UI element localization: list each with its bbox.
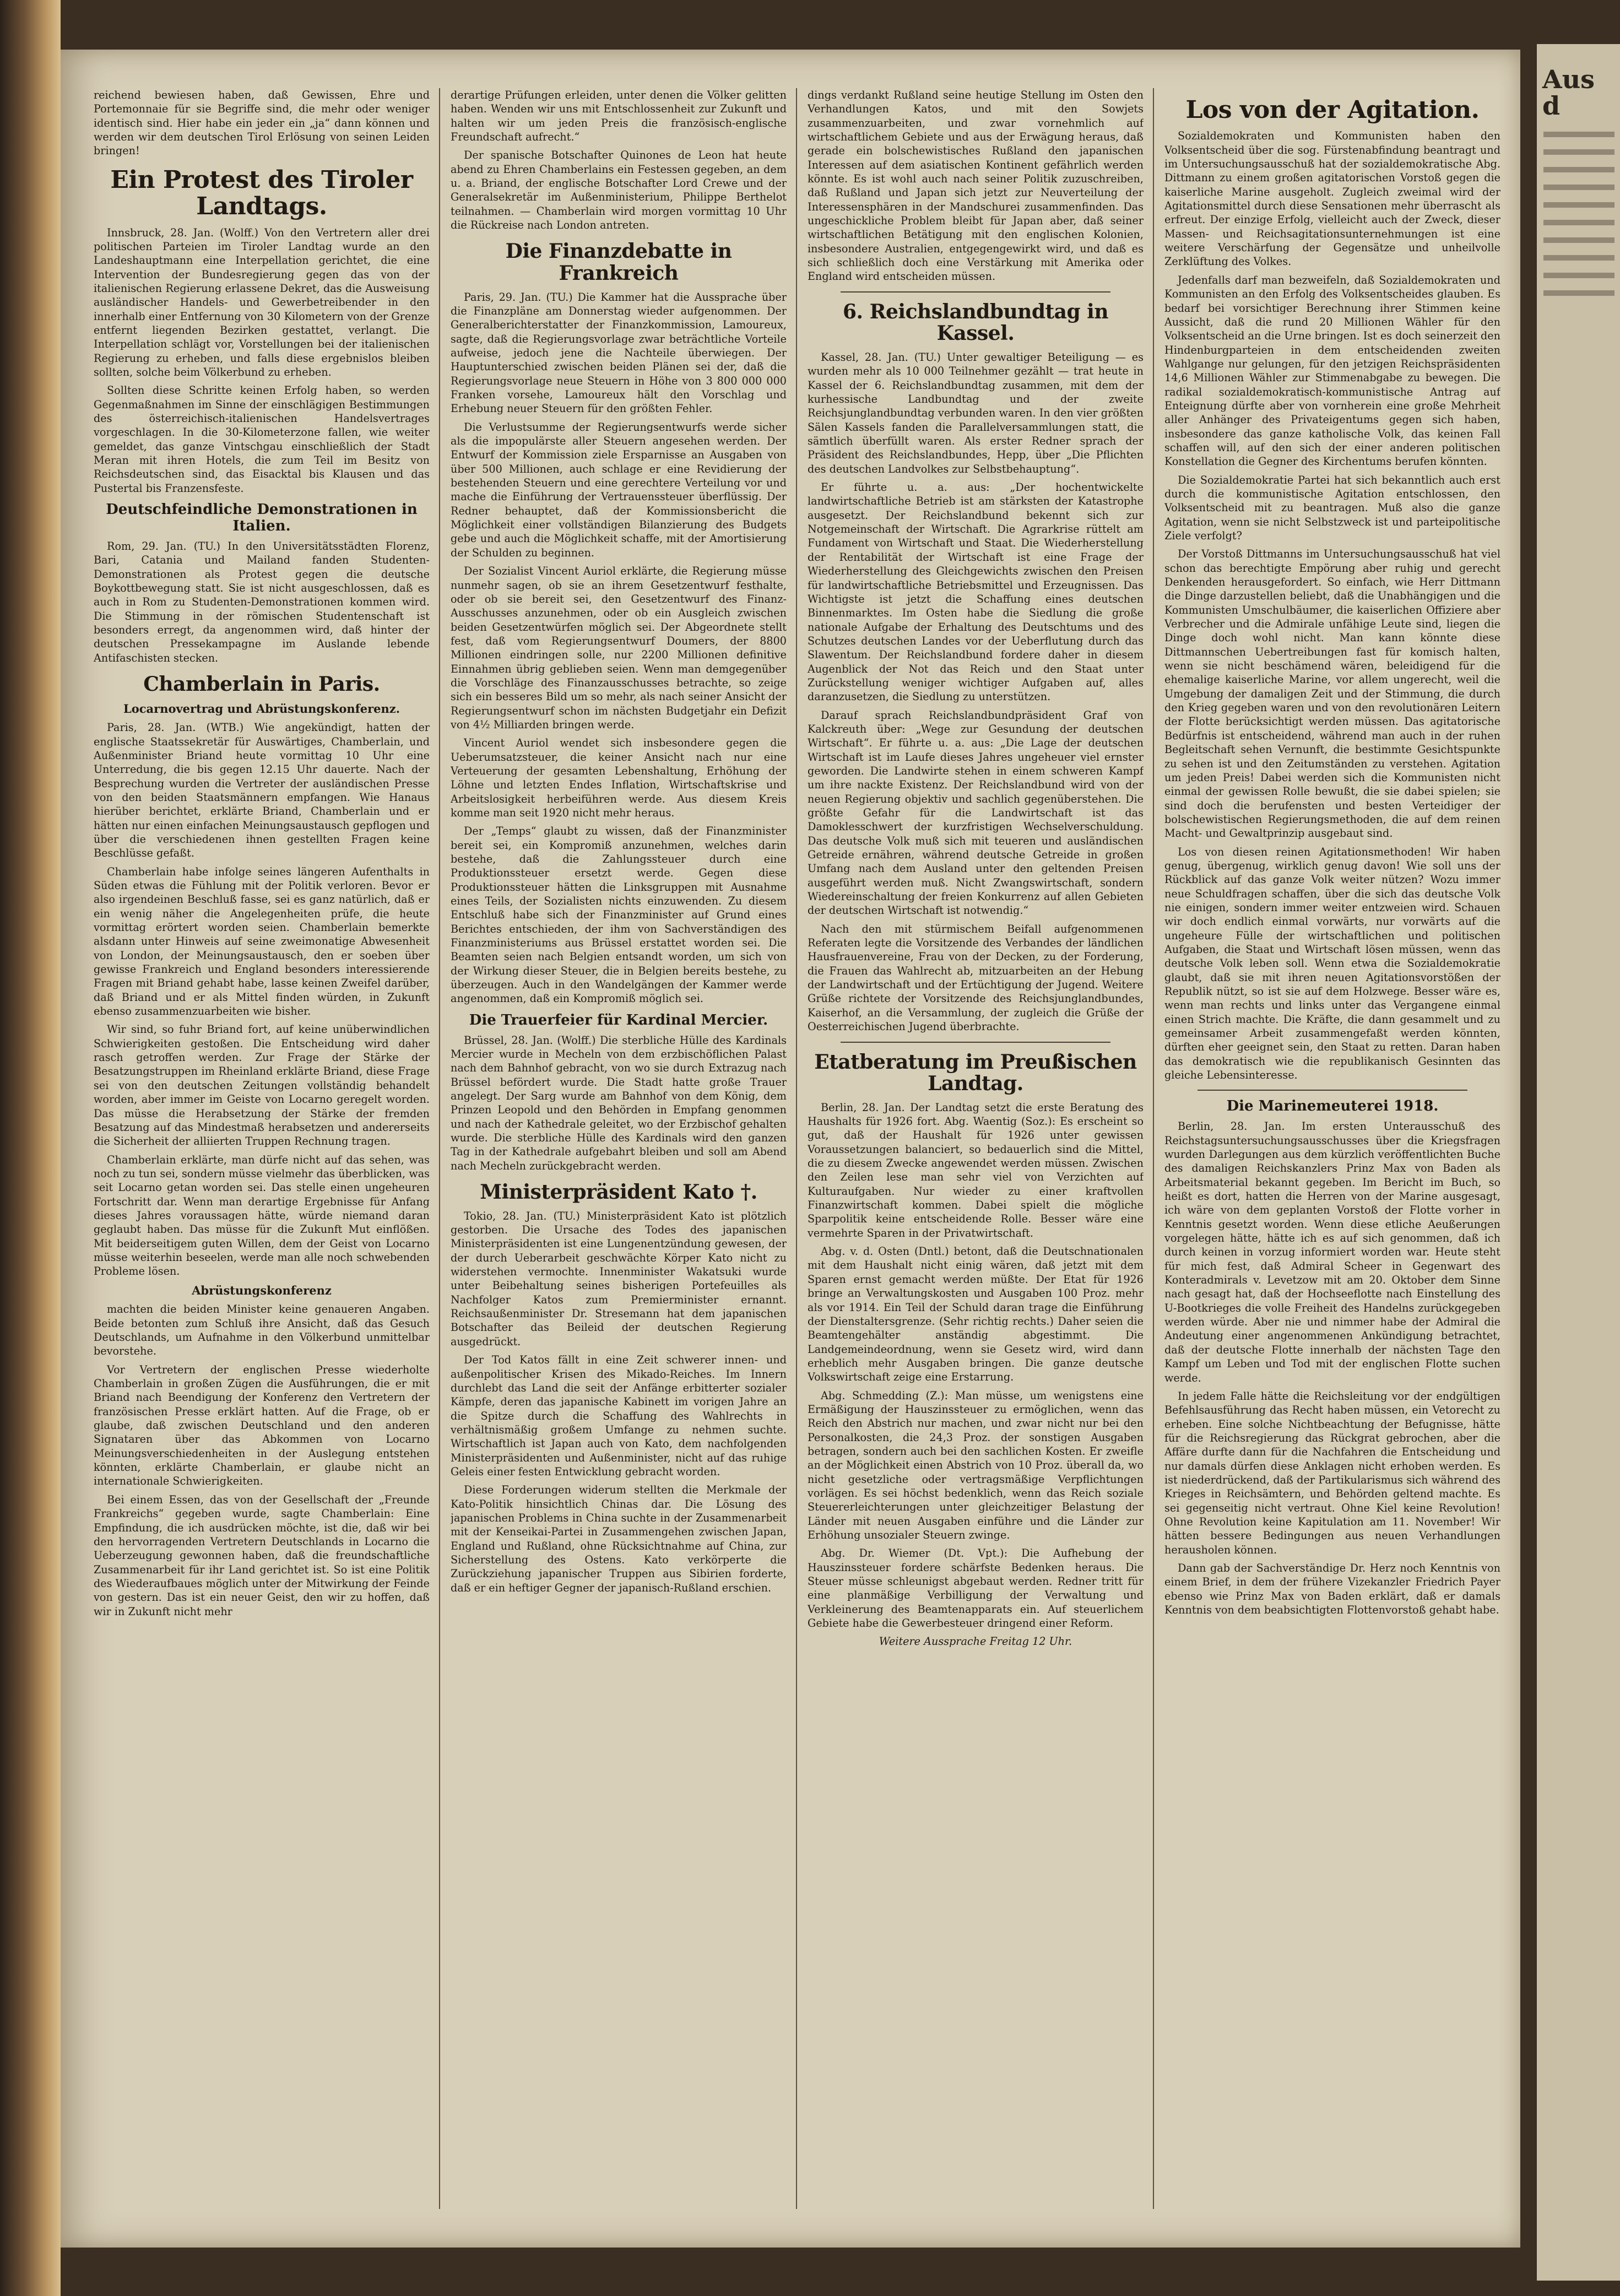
subheadline: Locarnovertrag und Abrüstungskonferenz.: [123, 701, 400, 716]
adjacent-page-headline: Aus d: [1542, 64, 1595, 121]
article-text: Sollten diese Schritte keinen Erfolg haben, so werden Gegenmaßnahmen im Sinne der einschlägigen Bestimmungen des österreichisch-italienischen Handelsvertrages vorgeschlagen. In die 30-Kilometerzone fallen, wie weiter gemeldet, das ganze Vintschgau einschließlich der Stadt Meran mit ihren Hotels, die zum Teil im Besitz von Reichsdeutschen sind, das Eisacktal bis Klausen und das Pustertal bis Franzensfeste.: [94, 384, 430, 495]
article-text: Der „Temps“ glaubt zu wissen, daß der Finanzminister bereit sei, ein Kompromiß anzunehmen, welches darin bestehe, daß die Zahlungssteuer durch eine Produktionssteuer ersetzt werde. Gegen diese Produktionssteuer hätten die Linksgruppen mit Ausnahme eines Teils, der Sozialisten nichts einzuwenden. Zu diesem Entschluß habe sich der Finanzminister auf Grund eines Berichtes entschieden, der ihm von Sachverständigen des Finanzministeriums aus Brüssel erstattet worden sei. Die Beamten seien nach Belgien entsandt worden, um sich von der Wirkung dieser Steuer, die in Belgien bereits bestehe, zu überzeugen. Auch in den Wandelgängen der Kammer werde angenommen, daß ein Kompromiß möglich sei.: [451, 825, 787, 1005]
headline-etatberatung-landtag: Etatberatung im Preußischen Landtag.: [814, 1050, 1137, 1096]
article-text: Der Vorstoß Dittmanns im Untersuchungsausschuß hat viel schon das berechtigte Empörung aber ruhig und gerecht Denkenden herausgefordert. So einfach, wie Herr Dittmann die Dinge darzustellen beliebt, daß die Unabhängigen und die Kommunisten Umschulbäumer, die kaiserlichen Offiziere aber Verbrecher und die Admirale unfähige Leute sind, liegen die Dinge doch wohl nicht. Man kann könnte diese Dittmannschen Uebertreibungen fast für komisch halten, wenn sie nicht beschämend wären, beleidigend für die ehemalige kaiserliche Marine, vor allem ungerecht, weil die Umgebung der damaligen Zeit und der Stimmung, die durch den Krieg gegeben waren und von den revolutionären Leitern der Flotte berücksichtigt werden müssen. Das agitatorische Bedürfnis ist entscheidend, während man auch in der ruhen Begleitschaft sehen Vernunft, die bestimmte Gesichtspunkte zu sehen ist und den Zeitumständen zu verstehen. Agitation um jeden Preis! Dabei werden sich die Kommunisten nicht einmal der gewissen Rolle bewußt, die sie dabei spielen; sie sind doch die berufensten und besten Verteidiger der bolschewistischen Regierungsmethoden, die auf dem reinen Macht- und Gewaltprinzip ausgebaut sind.: [1164, 548, 1500, 840]
article-text: Wir sind, so fuhr Briand fort, auf keine unüberwindlichen Schwierigkeiten gestoßen. Die Entscheidung wird daher rasch getroffen werden. Zur Frage der Stärke der Besatzungstruppen im Rheinland erklärte Briand, diese Frage sei von den deutschen Zeitungen vollständig behandelt worden, aber immer im Geiste von Locarno geregelt worden. Das müsse die Herabsetzung der Stärke der fremden Besatzung auf das Mindestmaß herabsetzen und andererseits die Sicherheit der alliierten Truppen Rechnung tragen.: [94, 1023, 430, 1148]
article-text: Jedenfalls darf man bezweifeln, daß Sozialdemokraten und Kommunisten an den Erfolg des Volksentscheides glauben. Es bedarf bei vorsichtiger Berechnung ihrer Stimmen keine Aussicht, daß die rund 20 Millionen Wähler für den Volksentscheid an die Urne bringen. Ist es doch seinerzeit den Hindenburgparteien in dem entscheidenden zweiten Wahlgange nur gelungen, für den jetzigen Reichspräsidenten 14,6 Millionen Wähler zur Stimmenabgabe zu bewegen. Die radikal sozialdemokratisch-kommunistische Antrag auf Enteignung dürfte aber von vornherein eine große Mehrheit aller Anhänger des Privateigentums gegen sich haben, insbesondere das ganze katholische Volk, das keinen Fall schaffen will, auf den sich der einer anderen politischen Konstellation die Gegner des Kirchentums berufen könnten.: [1164, 273, 1500, 468]
divider: [841, 1042, 1110, 1043]
article-text: derartige Prüfungen erleiden, unter denen die Völker gelitten haben. Wenden wir uns mit Entschlossenheit zur Zukunft und halten wir um jeden Preis die französisch-englische Freundschaft aufrecht.“: [451, 89, 787, 144]
column-2: [451, 88, 787, 2209]
article-text: Innsbruck, 28. Jan. (Wolff.) Von den Vertretern aller drei politischen Parteien im Tiroler Landtag wurde an den Landeshauptmann eine Interpellation gerichtet, die eine Intervention der Bundesregierung gegen das von der italienischen Regierung erlassene Dekret, das die Ausweisung ausländischer Handels- und Gewerbetreibender in den innerhalb einer Entfernung von 30 Kilometern von der Grenze entfernt liegenden Bezirken gestattet, verlangt. Die Interpellation schlägt vor, Vorstellungen bei der italienischen Regierung zu erheben, und falls diese ergebnislos bleiben sollten, solche beim Völkerbund zu erheben.: [94, 226, 430, 378]
article-text: Die Sozialdemokratie Partei hat sich bekanntlich auch erst durch die kommunistische Agitation entschlossen, den Volksentscheid mit zu beantragen. Muß also die ganze Agitation, wenn sie nicht Selbstzweck ist und parteipolitische Ziele verfolgt?: [1164, 473, 1500, 543]
headline-finanzdebatte-frankreich: Die Finanzdebatte in Frankreich: [505, 240, 732, 285]
headline-ministerpraesident-kato: Ministerpräsident Kato †.: [480, 1181, 757, 1204]
article-text: Dann gab der Sachverständige Dr. Herz noch Kenntnis von einem Brief, in dem der frühere Vizekanzler Friedrich Payer ebenso wie Prinz Max von Baden erklärt, daß er damals Kenntnis von dem beabsichtigten Flottenvorstoß gehabt habe.: [1164, 1561, 1500, 1616]
column-rule: [796, 88, 797, 2209]
article-text: Abg. v. d. Osten (Dntl.) betont, daß die Deutschnationalen mit dem Haushalt nicht einig wären, daß jetzt mit dem Sparen ernst gemacht werden müßte. Der Etat für 1926 bringe an Verwaltungskosten und Ausgaben 100 Proz. mehr als vor 1914. Ein Teil der Schuld daran trage die Einführung der Dienstaltersgrenze. (Sehr richtig rechts.) Daher seien die Beamtengehälter anständig abgestimmt. Die Landgemeindeordnung, wenn sie Gesetz wird, wird dann erheblich mehr Ausgaben bringen. Die ganze deutsche Volkswirtschaft zeige eine Erstarrung.: [808, 1245, 1144, 1384]
book-spine-edge: [0, 0, 61, 2296]
column-rule: [439, 88, 440, 2209]
article-text: Berlin, 28. Jan. Im ersten Unterausschuß des Reichstagsuntersuchungsausschusses über die Kriegsfragen wurden Darlegungen aus dem kürzlich veröffentlichten Buche des damaligen Reichskanzlers Prinz Max von Baden als Arbeitsmaterial bekannt gegeben. Im Bericht im Buch, so heißt es dort, hatten die Herren von der Marine ausgesagt, ich wäre von dem geplanten Vorstoß der Flotte vorher in Kenntnis gesetzt worden. Wenn diese etliche Aeußerungen vorgelegen hätte, hätte ich es auf sich genommen, daß ich durch keinen in vorzug informiert worden war. Heute steht für mich fest, daß Admiral Scheer in Gegenwart des Konteradmirals v. Levetzow mit am 20. Oktober dem Sinne nach gesagt hat, daß der Hochseeflotte nach Einstellung des U-Bootkrieges die volle Freiheit des Handelns zurückgegeben werden würde. Aber nie und nimmer habe der Admiral die Andeutung einer angenommenen Ankündigung betrachtet, daß der deutsche Flotte innerhalb der nächsten Tage den Kampf um Leben und Tod mit der englischen Flotte suchen werde.: [1164, 1120, 1500, 1384]
divider: [1198, 1090, 1467, 1091]
article-text: In jedem Falle hätte die Reichsleitung vor der endgültigen Befehlsausführung das Recht haben müssen, ein Vetorecht zu erheben. Eine solche Nichtbeachtung der Befugnisse, hätte für die Reichsregierung das Rückgrat gebrochen, aber die Affäre durfte dann für die Nachfahren die Entscheidung und nur damals dürfen diese Anklagen nicht erhoben werden. Es ist niederdrückend, daß der Partikularismus sich während des Krieges in Reichsämtern, und Behörden geltend machte. Es sei gegenseitig nicht vertraut. Ohne Kiel keine Revolution! Ohne Revolution keine Kapitulation am 11. November! Wir hätten bessere Bedingungen aus neuen Verhandlungen herausholen können.: [1164, 1389, 1500, 1556]
article-text: machten die beiden Minister keine genaueren Angaben. Beide betonten zum Schluß ihre Ansicht, daß das Gesuch Deutschlands, um Aufnahme in den Völkerbund unmittelbar bevorstehe.: [94, 1303, 430, 1358]
article-text: Bei einem Essen, das von der Gesellschaft der „Freunde Frankreichs“ gegeben wurde, sagte Chamberlain: Eine Empfindung, die ich ausdrücken möchte, ist die, daß wir bei den hervorragenden Vertretern Deutschlands in Locarno die Ueberzeugung gewonnen haben, daß die freundschaftliche Zusammenarbeit für ihr Land gerichtet ist. So ist eine Politik des Wiederaufbaues möglich unter der Mitwirkung der Feinde von gestern. Das ist ein neuer Geist, den wir zu hoffen, daß wir in Zukunft nicht mehr: [94, 1493, 430, 1618]
divider: [841, 291, 1110, 293]
article-text: Abg. Dr. Wiemer (Dt. Vpt.): Die Aufhebung der Hauszinssteuer fordere schärfste Bedenken heraus. Die Steuer müsse schleunigst abgebaut werden. Redner tritt für eine planmäßige Verbilligung der Verwaltung und Verkleinerung des Beamtenapparats ein. Auf steuerlichem Gebiete habe die Gewerbesteuer dringend einer Reform.: [808, 1547, 1144, 1630]
article-text: Vincent Auriol wendet sich insbesondere gegen die Ueberumsatzsteuer, die keiner Ansicht nach nur eine Verteuerung der gesamten Lebenshaltung, Erhöhung der Löhne und letzten Endes Inflation, Wirtschaftskrise und Arbeitslosigkeit herbeiführen werde. Aus diesem Kreis komme man seit 1920 nicht mehr heraus.: [451, 737, 787, 819]
column-4: [1164, 88, 1500, 2209]
column-3: [808, 88, 1144, 2209]
headline-los-von-der-agitation: Los von der Agitation.: [1185, 96, 1480, 124]
headline-marinemeuterei: Die Marinemeuterei 1918.: [1226, 1098, 1439, 1115]
article-text: Die Verlustsumme der Regierungsentwurfs werde sicher als die impopulärste aller Steuern angesehen werden. Der Entwurf der Kommission ziele Ersparnisse an Ausgaben von über 500 Millionen, auch schlage er eine Revidierung der bestehenden Steuern und eine gerechtere Verteilung vor und mache die Einführung der Vertrauenssteuer überflüssig. Der Redner behauptet, daß der Kommissionsbericht die Möglichkeit einer vollständigen Bilanzierung des Budgets gebe und auch die Möglichkeit schaffe, mit der Amortisierung der Schulden zu beginnen.: [451, 420, 787, 559]
article-text: Vor Vertretern der englischen Presse wiederholte Chamberlain in großen Zügen die Ausführungen, die er mit Briand nach Beendigung der Konferenz den Vertretern der französischen Presse erklärt hatten. Auf die Frage, ob er glaube, daß zwischen Deutschland und den anderen Signataren über das Abkommen von Locarno Meinungsverschiedenheiten in der Auslegung entstehen könnten, erklärte Chamberlain, er glaube nicht an internationale Schwierigkeiten.: [94, 1363, 430, 1488]
article-text: Der spanische Botschafter Quinones de Leon hat heute abend zu Ehren Chamberlains ein Festessen gegeben, an dem u. a. Briand, der englische Botschafter Lord Crewe und der Generalsekretär im Außenministerium, Philippe Berthelot teilnahmen. — Chamberlain wird morgen vormittag 10 Uhr die Rückreise nach London antreten.: [451, 149, 787, 232]
article-text: Darauf sprach Reichslandbundpräsident Graf von Kalckreuth über: „Wege zur Gesundung der deutschen Wirtschaft“. Er führte u. a. aus: „Die Lage der deutschen Wirtschaft ist im Laufe dieses Jahres ungeheuer viel ernster geworden. Die Landwirte stehen in einem schweren Kampf um ihre nackte Existenz. Der Reichslandbund wird von der neuen Regierung objektiv und sachlich gegenüberstehen. Die größte Gefahr für die Landwirtschaft ist das Damoklesschwert der kurzfristigen Wechselverschuldung. Das deutsche Volk muß sich mit teueren und ausländischen Getreide ernähren, während deutsche Getreide in großen Umfang nach dem Ausland unter den geltenden Preisen ausgeführt werden muß. Nicht Zwangswirtschaft, sondern Wiedereinschaltung der freien Konkurrenz auf allen Gebieten der deutschen Wirtschaft ist notwendig.“: [808, 708, 1144, 917]
article-text: Paris, 29. Jan. (TU.) Die Kammer hat die Aussprache über die Finanzpläne am Donnerstag wieder aufgenommen. Der Generalberichterstatter der Finanzkommission, Lamoureux, sagte, daß die Regierungsvorlage zwar beträchtliche Vorteile aufweise, jedoch jene die Nachteile überwiegen. Der Hauptunterschied zwischen beiden Plänen sei der, daß die Regierungsvorlage neue Steuern in Höhe von 3 800 000 000 Franken vorsehe, Lamoureux hält den Vorschlag und Erhebung neuer Steuern für den größten Fehler.: [451, 290, 787, 415]
article-text: Tokio, 28. Jan. (TU.) Ministerpräsident Kato ist plötzlich gestorben. Die Ursache des Todes des japanischen Ministerpräsidenten ist eine Lungenentzündung gewesen, der der durch Ueberarbeit geschwächte Körper Kato nicht zu widerstehen vermochte. Innenminister Wakatsuki wurde unter Beibehaltung seines bisherigen Portefeuilles als Nachfolger Katos zum Premierminister ernannt. Reichsaußenminister Dr. Stresemann hat dem japanischen Botschafter das Beileid der deutschen Regierung ausgedrückt.: [451, 1209, 787, 1348]
article-text: Sozialdemokraten und Kommunisten haben den Volksentscheid über die sog. Fürstenabfindung beantragt und im Untersuchungsausschuß hat der sozialdemokratische Abg. Dittmann zu einem großen agitatorischen Vorstoß gegen die kaiserliche Marine ausgeholt. Zugleich zweimal wird der Agitationsmittel durch diese Sensationen mehr überrascht als erfreut. Der einzige Erfolg, vielleicht auch der Zweck, dieser Massen- und Reichsagitationsunternehmungen ist eine weitere Verschärfung der Gegensätze und unheilvolle Zerklüftung des Volkes.: [1164, 129, 1500, 268]
article-text: Berlin, 28. Jan. Der Landtag setzt die erste Beratung des Haushalts für 1926 fort. Abg. Waentig (Soz.): Es erscheint so gut, daß der Haushalt für 1926 unter gewissen Voraussetzungen balanciert, so bedauerlich sind die Mittel, die zu diesem Zwecke angewendet werden müssen. Zwischen den Zeilen lese man sehr viel von Verzichten auf Kulturaufgaben. Nur wieder zu einer kraftvollen Finanzwirtschaft kommen. Dabei spielt die mögliche Sparpolitik keine entscheidende Rolle. Besser wäre eine vermehrte Sparen in der Privatwirtschaft.: [808, 1101, 1144, 1239]
article-text: reichend bewiesen haben, daß Gewissen, Ehre und Portemonnaie für sie Begriffe sind, die mehr oder weniger identisch sind. Hier habe ein jeder ein „ja“ dann können und werden wir dem deutschen Tirol Erlösung von seinen Leiden bringen!: [94, 89, 430, 158]
article-text: Nach den mit stürmischem Beifall aufgenommenen Referaten legte die Vorsitzende des Verbandes der ländlichen Hausfrauenvereine, Frau von der Decken, zu der Forderung, die Frauen das Wahlrecht ab, mitzuarbeiten an der Hebung der Landwirtschaft und der Ertüchtigung der Jugend. Weitere Grüße richtete der Vorsitzende des Reichsjunglandbundes, Kaiserhof, an die Versammlung, der zugleich die Grüße der Oesterreichischen Jugend überbrachte.: [808, 922, 1144, 1033]
headline-demonstrationen-italien: Deutschfeindliche Demonstrationen in Italien.: [106, 501, 418, 534]
article-text: Chamberlain erklärte, man dürfe nicht auf das sehen, was noch zu tun sei, sondern müsse vielmehr das überblicken, was seit Locarno getan worden sei. Das stelle einen ungeheuren Fortschritt dar. Wenn man derartige Ergebnisse für Anfang dieses Jahres voraussagen hätte, würde niemand daran geglaubt haben. Das müsse für die Zukunft Mut einflößen. Mit beiderseitigem guten Willen, dem der Geist von Locarno müsse weiterhin beseelen, werde man alle noch schwebenden Probleme lösen.: [94, 1153, 430, 1278]
subheadline: Abrüstungskonferenz: [192, 1283, 332, 1297]
adjacent-page-fragment: [1537, 44, 1620, 2281]
headline-reichslandbundtag: 6. Reichslandbundtag in Kassel.: [842, 300, 1109, 345]
article-text: Diese Forderungen widerum stellten die Merkmale der Kato-Politik hinsichtlich Chinas dar. Die Lösung des japanischen Problems in China suchte in der Zusammenarbeit mit der Kenseikai-Partei in Zusammengehen zwischen Japan, England und Rußland, ohne Rücksichtnahme auf China, zur Sicherstellung des Ostens. Kato verkörperte die Zurückziehung japanischer Truppen aus Sibirien forderte, daß er ein heftiger Gegner der japanisch-Rußland erschien.: [451, 1483, 787, 1594]
article-text: Los von diesen reinen Agitationsmethoden! Wir haben genug, übergenug, wirklich genug davon! Wie soll uns der Rückblick auf das ganze Volk weiter nützen? Wozu immer neue Schuldfragen schaffen, über die sich das deutsche Volk nie einigen, sondern immer weiter entzweien wird. Schauen wir doch endlich einmal vorwärts, nur vorwärts auf die ungeheure Fülle der wirtschaftlichen und politischen Aufgaben, die Staat und Wirtschaft lösen müssen, wenn das deutsche Volk leben soll. Wenn etwa die Sozialdemokratie glaubt, daß sie mit ihren neuen Agitationsvorstößen der Republik nützt, so ist sie auf dem Holzwege. Besser wäre es, wenn man rechts und links unter das Vergangene einmal einen Strich machte. Die Kräfte, die dann gesammelt und zu gemeinsamer Arbeit zusammengefaßt werden könnten, dürften eher geeignet sein, den Staat zu retten. Daran haben das demokratisch wie die republikanisch Gesinnten das gleiche Lebensinteresse.: [1164, 845, 1500, 1082]
headline-trauerfeier-mercier: Die Trauerfeier für Kardinal Mercier.: [469, 1011, 768, 1028]
article-text: Paris, 28. Jan. (WTB.) Wie angekündigt, hatten der englische Staatssekretär für Auswärtiges, Chamberlain, und Außenminister Briand heute vormittag 10 Uhr eine Unterredung, die bis gegen 12.15 Uhr dauerte. Nach der Besprechung wurden die Vertreter der ausländischen Presse von den beiden Staatsmännern empfangen. Wie Hanaus hierüber berichtet, erklärte Briand, Chamberlain und er hätten nur einen einfachen Meinungsaustausch gepflogen und über die verschiedenen ihnen gestellten Fragen keine Beschlüsse gefaßt.: [94, 721, 430, 860]
column-rule: [1153, 88, 1154, 2209]
article-text: Chamberlain habe infolge seines längeren Aufenthalts in Süden etwas die Fühlung mit der Politik verloren. Bevor er also irgendeinen Beschluß fasse, sei es ganz natürlich, daß er ein wenig näher die Angelegenheiten prüfe, die heute vormittag erörtert worden seien. Chamberlain bemerkte alsdann unter Hinweis auf seine zweimonatige Abwesenheit von London, der Meinungsaustausch, den er soeben über gewisse Frankreich und England besonders interessierende Fragen mit Briand gehabt habe, lasse keinen Zweifel darüber, daß Briand und er als Mittel finden würden, in Zukunft ebenso zusammenzuarbeiten wie bisher.: [94, 865, 430, 1018]
article-text: Brüssel, 28. Jan. (Wolff.) Die sterbliche Hülle des Kardinals Mercier wurde in Mecheln von dem erzbischöflichen Palast nach dem Bahnhof gebracht, von wo sie durch Extrazug nach Brüssel befördert wurde. Die Stadt hatte große Trauer angelegt. Der Sarg wurde am Bahnhof von dem König, dem Prinzen Leopold und den Behörden in Empfang genommen und nach der Kathedrale geleitet, wo der Erzbischof gehalten wurde. Die sterbliche Hülle des Kardinals wird den ganzen Tag in der Kathedrale aufgebahrt bleiben und soll am Abend nach Mecheln zurückgebracht werden.: [451, 1033, 787, 1172]
column-1: [94, 88, 430, 2209]
article-text: Abg. Schmedding (Z.): Man müsse, um wenigstens eine Ermäßigung der Hauszinssteuer zu ermöglichen, wenn das Reich den Abstrich nur machen, und zwar nicht nur bei den Personalkosten, die 24,3 Proz. der sonstigen Ausgaben betragen, sondern auch bei den sachlichen Kosten. Er zweifle an der Möglichkeit einen Abstrich von 10 Proz. überall da, wo nicht gesetzliche oder vertragsmäßige Verpflichtungen vorlägen. Es sei höchst bedenklich, wenn das Reich soziale Steuererleichterungen unter gleichzeitiger Belastung der Länder mit neuen Ausgaben einführe und die Länder zur Erhöhung unsozialer Steuern zwinge.: [808, 1389, 1144, 1541]
headline-tiroler-landtag: Ein Protest des Tiroler Landtags.: [110, 165, 413, 221]
article-ending: Weitere Aussprache Freitag 12 Uhr.: [879, 1635, 1072, 1648]
article-text: Er führte u. a. aus: „Der hochentwickelte landwirtschaftliche Betrieb ist am stärksten der Katastrophe ausgesetzt. Der Reichslandbund bekennt sich zur Notgemeinschaft der Wirtschaft. Die Agrarkrise rüttelt am Fundament von Wirtschaft und Staat. Die Wiederherstellung der Rentabilität der Wirtschaft ist eine Frage der Wiederherstellung des Gleichgewichts zwischen den Preisen für landwirtschaftliche Betriebsmittel und Erzeugnissen. Das Wichtigste ist jetzt die Schaffung eines deutschen Binnenmarktes. Im Osten habe die Siedlung die große nationale Aufgabe der Erhaltung des Deutschtums und des Schutzes deutschen Landes vor der Ueberflutung durch das Slawentum. Der Reichslandbund fordere daher in diesem Augenblick der Not das Reich und den Staat unter Zurückstellung weniger wichtiger Aufgaben auf, alles daranzusetzen, die Siedlung zu unterstützen.: [808, 481, 1144, 703]
article-text: Kassel, 28. Jan. (TU.) Unter gewaltiger Beteiligung — es wurden mehr als 10 000 Teilnehmer gezählt — trat heute in Kassel der 6. Reichslandbundtag zusammen, mit dem der kurhessische Landbundtag und der zweite Reichsjunglandbundtag verbunden waren. In den vier größten Sälen Kassels fanden die Parallelversammlungen statt, die sämtlich überfüllt waren. Als erster Redner sprach der Präsident des Reichslandbundes, Hepp, über „Die Pflichten des deutschen Landvolkes zur Selbstbehauptung“.: [808, 351, 1144, 475]
article-text: dings verdankt Rußland seine heutige Stellung im Osten den Verhandlungen Katos, und mit den Sowjets zusammenzuarbeiten, und zwar vornehmlich auf wirtschaftlichem Gebiete und aus der Erwägung heraus, daß gerade ein bolschewistisches Rußland den japanischen Interessen auf dem asiatischen Kontinent gefährlich werden könnte. Es ist wohl auch nach seiner Politik zuzuschreiben, daß Rußland und Japan sich jetzt zur Neuverteilung der Interessensphären in der Mandschurei zusammenfinden. Das ungeschickliche Problem bleibt für Japan aber, daß seiner wirtschaftlichen Betätigung mit den englischen Kolonien, insbesondere Australien, entgegengewirkt wird, und daß es sich schließlich doch eine Verstärkung mit Amerika oder England wird entscheiden müssen.: [808, 89, 1144, 283]
newspaper-page: [61, 50, 1520, 2248]
article-text: Rom, 29. Jan. (TU.) In den Universitätsstädten Florenz, Bari, Catania und Mailand fanden Studenten-Demonstrationen als Protest gegen die deutsche Boykottbewegung statt. Sie ist nicht ausgeschlossen, daß es auch in Rom zu Studenten-Demonstrationen kommen wird. Die Stimmung in der römischen Studentenschaft ist besonders erregt, da angenommen wird, daß hinter der deutschen Pressekampagne im Auslande lebende Antifaschisten stecken.: [94, 539, 430, 664]
headline-chamberlain-paris: Chamberlain in Paris.: [143, 672, 380, 696]
article-text: Der Sozialist Vincent Auriol erklärte, die Regierung müsse nunmehr sagen, ob sie an ihrem Gesetzentwurf festhalte, oder ob sie bereit sei, den Gesetzentwurf des Finanz-Ausschusses anzunehmen, oder ob ein Ausgleich zwischen beiden Gesetzentwürfen möglich sei. Der Abgeordnete stellt fest, daß vom Regierungsentwurf Doumers, der 8800 Millionen eindringen solle, nur 2200 Millionen definitive Einnahmen übrig geblieben seien. Wenn man demgegenüber die Vorschläge des Finanzausschusses betrachte, so zeige sich ein besseres Bild um so mehr, als nach seiner Ansicht der Regierungsentwurf schon im nächsten Budgetjahr ein Defizit von 4½ Milliarden bringen werde.: [451, 565, 787, 731]
article-text: Der Tod Katos fällt in eine Zeit schwerer innen- und außenpolitischer Krisen des Mikado-Reiches. Im Innern durchlebt das Land die seit der Anfänge erbitterter sozialer Kämpfe, deren das japanische Kabinett im vorigen Jahre an die Spitze durch die Schaffung des Wahlrechts in verhältnismäßig großem Umfange zu nehmen suchte. Wirtschaftlich ist Japan auch von Kato, dem nachfolgenden Ministerpräsidenten und Außenminister, nicht auf das ruhige Geleis einer festen Entwicklung gebracht worden.: [451, 1353, 787, 1478]
